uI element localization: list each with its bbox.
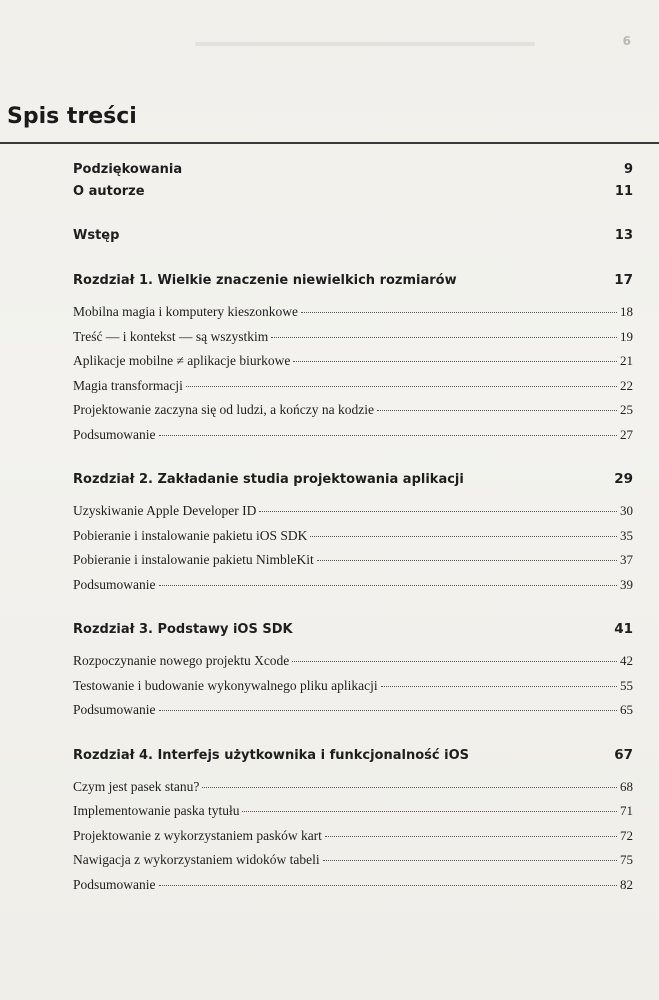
section-page: 65: [620, 702, 633, 717]
section-title: Magia transformacji: [73, 377, 183, 393]
section-title: Podsumowanie: [73, 702, 156, 717]
dot-leader: [310, 536, 617, 537]
section-page: 55: [620, 677, 633, 693]
chapter-page: 17: [614, 272, 633, 288]
section-page: 21: [620, 353, 633, 368]
toc-section-entry: [73, 353, 633, 378]
toc-section-entry: [73, 402, 633, 427]
toc-section-entry: [73, 828, 633, 853]
toc-section-entry: [73, 577, 633, 602]
section-page: 72: [620, 827, 633, 843]
section-title: Mobilna magia i komputery kieszonkowe: [73, 304, 298, 319]
page-header: [0, 0, 659, 70]
dot-leader: [159, 585, 618, 586]
toc-entry-about-author: [73, 184, 633, 206]
section-title: Implementowanie paska tytułu: [73, 803, 240, 818]
dot-leader: [242, 811, 617, 812]
chapter-heading: [73, 747, 633, 773]
section-page: 18: [620, 304, 633, 319]
dot-leader: [301, 312, 617, 313]
dot-leader: [377, 410, 617, 411]
section-page: 71: [620, 803, 633, 818]
dot-leader: [159, 885, 618, 886]
dot-leader: [292, 661, 617, 662]
section-page: 22: [620, 377, 633, 393]
chapter-block: [73, 471, 633, 601]
section-title: Uzyskiwanie Apple Developer ID: [73, 503, 257, 518]
page-marker: 6: [622, 34, 631, 48]
toc-entry-page: 11: [614, 184, 633, 199]
chapter-title: Rozdział 1. Wielkie znaczenie niewielkich rozmiarów: [73, 273, 457, 288]
section-title: Podsumowanie: [73, 426, 156, 442]
toc-section-entry: [73, 552, 633, 577]
section-title: Treść — i kontekst — są wszystkim: [73, 328, 269, 344]
section-title: Pobieranie i instalowanie pakietu NimbleKit: [73, 552, 314, 567]
dot-leader: [293, 361, 617, 362]
section-title: Projektowanie zaczyna się od ludzi, a kończy na kodzie: [73, 402, 375, 417]
section-page: 25: [620, 402, 633, 417]
section-title: Podsumowanie: [73, 576, 156, 592]
section-page: 37: [620, 552, 633, 567]
toc-section-entry: [73, 653, 633, 678]
toc-section-entry: [73, 378, 633, 403]
chapter-page: 29: [614, 471, 633, 487]
dot-leader: [186, 386, 617, 387]
table-of-contents: [73, 162, 633, 901]
section-page: 75: [620, 852, 633, 867]
toc-section-entry: [73, 702, 633, 727]
chapter-list: [73, 272, 633, 901]
chapter-heading: [73, 621, 633, 647]
section-page: 35: [620, 527, 633, 543]
dot-leader: [325, 836, 617, 837]
section-page: 27: [620, 426, 633, 442]
dot-leader: [159, 710, 618, 711]
dot-leader: [271, 337, 617, 338]
dot-leader: [323, 860, 617, 861]
toc-section-entry: [73, 503, 633, 528]
section-page: 82: [620, 876, 633, 892]
toc-entry-introduction: [73, 228, 633, 250]
toc-section-entry: [73, 329, 633, 354]
section-title: Czym jest pasek stanu?: [73, 778, 200, 794]
chapter-title: Rozdział 2. Zakładanie studia projektowania aplikacji: [73, 472, 464, 487]
chapter-title: Rozdział 3. Podstawy iOS SDK: [73, 622, 293, 637]
page-title: Spis treści: [7, 104, 137, 129]
toc-section-entry: [73, 779, 633, 804]
toc-section-entry: [73, 427, 633, 452]
toc-entry-page: 13: [614, 228, 633, 243]
toc-entry-label: O autorze: [73, 184, 145, 199]
chapter-block: [73, 621, 633, 727]
toc-entry-label: Wstęp: [73, 228, 120, 243]
bleed-through-header: [195, 42, 535, 46]
section-page: 42: [620, 653, 633, 668]
section-title: Nawigacja z wykorzystaniem widoków tabeli: [73, 852, 320, 867]
toc-section-entry: [73, 304, 633, 329]
chapter-heading: [73, 471, 633, 497]
section-page: 39: [620, 576, 633, 592]
title-rule: [0, 142, 659, 144]
toc-entry-page: 9: [623, 162, 633, 177]
section-title: Podsumowanie: [73, 876, 156, 892]
dot-leader: [381, 686, 617, 687]
toc-section-entry: [73, 678, 633, 703]
section-title: Projektowanie z wykorzystaniem pasków kart: [73, 827, 322, 843]
section-page: 68: [620, 778, 633, 794]
section-title: Testowanie i budowanie wykonywalnego pliku aplikacji: [73, 677, 378, 693]
chapter-title: Rozdział 4. Interfejs użytkownika i funkcjonalność iOS: [73, 747, 469, 763]
dot-leader: [317, 560, 617, 561]
section-title: Pobieranie i instalowanie pakietu iOS SDK: [73, 527, 308, 543]
section-title: Rozpoczynanie nowego projektu Xcode: [73, 653, 290, 668]
toc-section-entry: [73, 528, 633, 553]
section-page: 19: [620, 328, 633, 344]
toc-section-entry: [73, 803, 633, 828]
dot-leader: [202, 787, 617, 788]
chapter-page: 67: [614, 746, 633, 763]
chapter-block: [73, 747, 633, 902]
toc-section-entry: [73, 852, 633, 877]
toc-entry-acknowledgements: [73, 162, 633, 184]
section-title: Aplikacje mobilne ≠ aplikacje biurkowe: [73, 353, 291, 368]
dot-leader: [259, 511, 617, 512]
chapter-block: [73, 272, 633, 451]
section-page: 30: [620, 503, 633, 518]
dot-leader: [159, 435, 618, 436]
chapter-heading: [73, 272, 633, 298]
toc-entry-label: Podziękowania: [73, 162, 183, 177]
chapter-page: 41: [614, 621, 633, 637]
toc-section-entry: [73, 877, 633, 902]
